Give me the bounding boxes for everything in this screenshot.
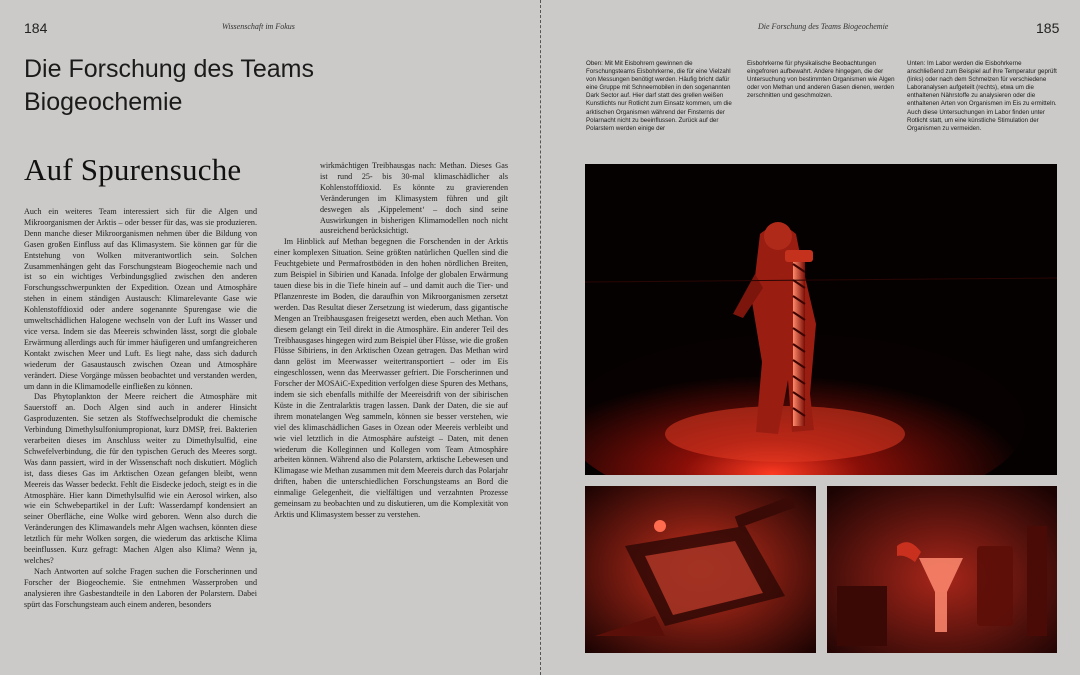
- running-head-right: Die Forschung des Teams Biogeochemie: [758, 22, 889, 31]
- page-number-left: 184: [24, 20, 48, 36]
- paragraph: Im Hinblick auf Methan begegnen die Forschenden in der Arktis einer komplexen Situation. Seine größten natürlichen Quellen sind die Feuchtgebiete und Permafrostböden in den hohen nördlichen Breiten, zum Beispiel in Sibirien und Kanada. Infolge der globalen Erwärmung tauen diese bis in die Tiefe hinein auf – und damit auch die Tier- und Pflanzenreste im Boden, die daraufhin von Mikroorganismen zersetzt werden. Das Resultat dieser Zersetzung ist wiederum, dass gigantische Mengen an Treibhausgasen freigesetzt werden, eben auch Methan. Von diesem gelangt ein Teil direkt in die Atmosphäre. Ein anderer Teil des Treibhausgases hingegen wird zum Beispiel über Flüsse, wie die großen Flüsse Sibiriens, in den Arktischen Ozean getragen. Das Methan wird dann gelöst im Meerwasser weitertransportiert – oder im Eis eingeschlossen, wenn das Meerwasser gefriert. Die Forscherinnen und Forscher der MOSAiC-Expedition verfolgen diese Spuren des Methans, indem sie sich ebenfalls mithilfe der Meereisdrift von der sibirischen Küste in die Zentralarktis tragen lassen. Dank der Daten, die sie auf ihrem monatelangen Weg sammeln, können sie besser verstehen, wie viel des klimaschädlichen Gases in Ozean oder Meereis verbleibt und wie viel letztlich in die Atmosphäre aufsteigt – Daten, mit denen wiederum die Kolleginnen und Kollegen vom Team Atmosphäre arbeiten können. Während also die Polarstern, arktische Lebewesen und Klimagase wie Methan zusammen mit dem Meereis durch das Polarjahr driften, haben die unterschiedlichen Forschungsteams an Bord die einmalige Gelegenheit, die vielfältigen und verzahnten Prozesse gemeinsam zu beobachten und zu diskutieren, um die Komplexität von Arktis und Klimasystem besser zu verstehen.: [274, 237, 508, 519]
- headline: Auf Spurensuche: [24, 152, 242, 187]
- page-fold-divider: [540, 0, 541, 675]
- photo-caption-bottom: Unten: Im Labor werden die Eisbohrkerne anschließend zum Beispiel auf ihre Temperatur geprüft (links) oder nach dem Schmelzen für verschiedene Laboranalysen aufgeteilt (rechts), etwa um die enthaltenen Nährstoffe zu analysieren oder die enthaltenen Arten von Organismen im Eis zu ermitteln. Auch diese Untersuchungen im Labor finden unter Rotlicht statt, um eine künstliche Stimulation der Organismen zu vermeiden.: [907, 60, 1057, 132]
- photo-ice-drilling-image: [585, 164, 1057, 475]
- photo-lab-melting: [827, 486, 1057, 653]
- photo-lab-temperature-image: [585, 486, 816, 653]
- photo-caption-continued: Eisbohrkerne für physikalische Beobachtungen eingefroren aufbewahrt. Andere hingegen, die der Untersuchung von bestimmten Organismen wie Algen oder von Methan und anderen Gasen dienen, werden zerschnitten und geschmolzen.: [747, 60, 895, 100]
- photo-caption-top: Oben: Mit Mit Eisbohrern gewinnen die Forschungsteams Eisbohrkerne, die für eine Vielzahl von Messungen benötigt werden. Häufig bricht dafür eine Gruppe mit Schneemobilen in den sogenannten Dark Sector auf. Hier darf statt des grellen weißen Kunstlichts nur Rotlicht zum Einsatz kommen, um die arktischen Organismen während der Finsternis der Polarnacht nicht zu beeinflussen. Zurück auf der Polarstern werden einige der: [586, 60, 732, 132]
- paragraph: Das Phytoplankton der Meere reichert die Atmosphäre mit Sauerstoff an. Doch Algen sind auch in anderer Hinsicht Gasproduzenten. Sie setzen als Stoffwechselprodukt die chemische Verbindung Dimethylsulfoniumpropionat, kurz DMSP, frei. Bakterien verarbeiten dieses im Anschluss weiter zu Dimethylsulfid, eine Schwefelverbindung, die für den typischen Geruch des Meeres sorgt. Was dann passiert, wird in der Wissenschaft noch diskutiert. Möglich ist, dass dieses Gas im Arktischen Ozean gefangen bleibt, wenn Meereis das Wasser bedeckt. Fehlt die Eisdecke jedoch, steigt es in die Atmosphäre. Hier kann Dimethylsulfid wie ein Aerosol wirken, also wie ein Schwebepartikel in der Luft: Wasserdampf kondensiert an seiner Oberfläche, eine Wolke wird geboren. Wenn also durch die Veränderungen des Klimawandels mehr Algen wachsen, könnten diese letztlich für mehr Wolken sorgen, die wiederum das arktische Klima beeinflussen. Kurz gefragt: Machen Algen also Klima? Wenn ja, welches?: [24, 392, 257, 565]
- body-column-2: [274, 161, 508, 521]
- paragraph: Auch ein weiteres Team interessiert sich für die Algen und Mikroorganismen der Arktis – oder besser für das, was sie produzieren. Denn manche dieser Mikroorganismen nehmen über die Bildung von Gasen großen Einfluss auf das Klimasystem. Sie können gar für die Entstehung von Wolken mitverantwortlich sein. Solchen Zusammenhängen geht das Forschungsteam Biogeochemie nach und ist so ein wichtiges Verbindungsglied zwischen den anderen Forschungsschwerpunkten der Expedition. Ozean und Atmosphäre stehen in einem ständigen Austausch: Klimarelevante Gase wie Kohlenstoffdioxid oder andere sogenannte Spurengase wie die umweltschädlichen Halogene wechseln von der Luft ins Wasser und vice versa. Indem sie das Meereis schwinden lässt, sorgt die globale Erwärmung allerdings auch für immer häufigeren und umfangreicheren Kontakt zwischen Meer und Luft. Es liegt nahe, dass sich dadurch wiederum der Gasaustausch zwischen Ozean und Atmosphäre verändert. Diese Vorgänge müssen beobachtet und verstanden werden, um dann in die Klimamodelle einfließen zu können.: [24, 207, 257, 391]
- photo-lab-melting-image: [827, 486, 1057, 653]
- paragraph: wirkmächtigen Treibhausgas nach: Methan. Dieses Gas ist rund 25- bis 30-mal klimaschädlicher als Kohlenstoffdioxid. Es könnte zu gravierenden Veränderungen im Klimasystem führen und gilt deswegen als ‚Kippelement‘ – doch sind seine Auswirkungen in bisherigen Klimamodellen noch nicht ausreichend berücksichtigt.: [320, 161, 508, 236]
- paragraph: Nach Antworten auf solche Fragen suchen die Forscherinnen und Forscher der Biogeochemie. Sie entnehmen Wasserproben und analysieren ihre Gasbestandteile in den Laboren der Polarstern. Dabei spürt das Forschungsteam auch einem anderen, besonders: [24, 566, 257, 609]
- running-head-left: Wissenschaft im Fokus: [222, 22, 295, 31]
- body-column-1: [24, 207, 257, 611]
- section-title: Die Forschung des Teams Biogeochemie: [24, 55, 314, 116]
- photo-ice-drilling: [585, 164, 1057, 475]
- page-number-right: 185: [1036, 20, 1060, 36]
- photo-lab-temperature: [585, 486, 816, 653]
